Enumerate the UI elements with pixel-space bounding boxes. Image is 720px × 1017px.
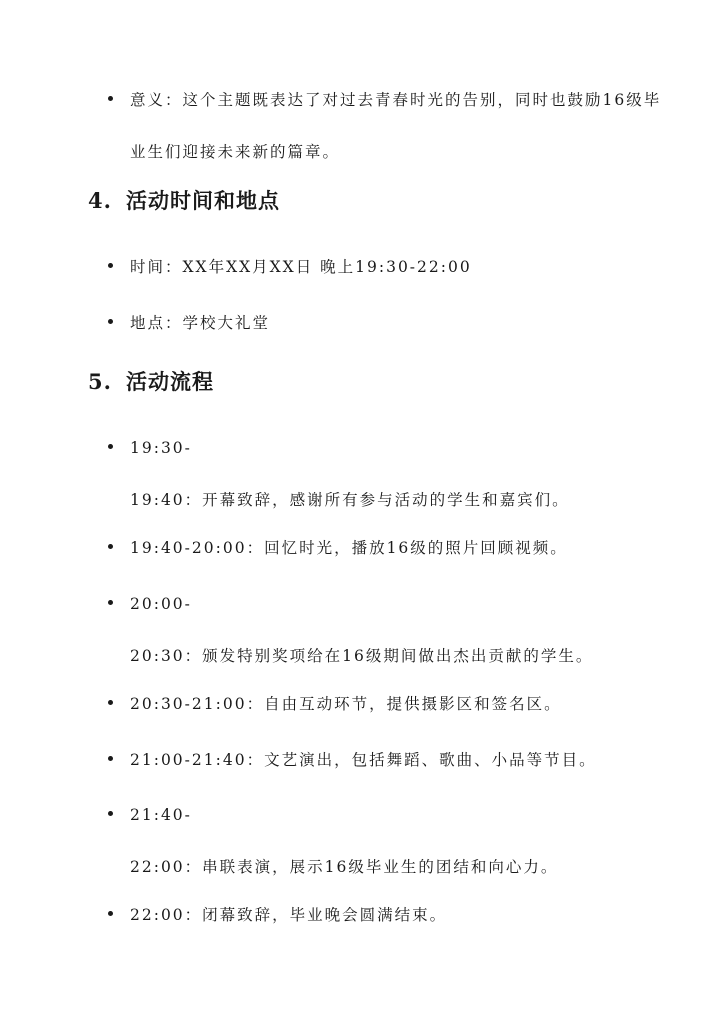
list-item-text: 21:00-21:40：文艺演出，包括舞蹈、歌曲、小品等节目。	[130, 751, 597, 769]
list-item-schedule	[108, 789, 668, 893]
list-item-schedule	[108, 734, 668, 786]
list-item-text: 20:00- 20:30：颁发特别奖项给在16级期间做出杰出贡献的学生。	[130, 595, 594, 665]
bullet-icon	[108, 600, 113, 605]
list-item-time	[108, 241, 668, 293]
section-title: 活动流程	[126, 369, 214, 394]
bullet-icon	[108, 263, 113, 268]
bullet-icon	[108, 544, 113, 549]
list-item-schedule	[108, 422, 668, 526]
section-heading-time-place	[88, 185, 280, 217]
list-item-text: 19:40-20:00：回忆时光，播放16级的照片回顾视频。	[130, 539, 568, 557]
bullet-icon	[108, 911, 113, 916]
list-item-text: 意义：这个主题既表达了对过去青春时光的告别，同时也鼓励16级毕业生们迎接未来新的篇章。	[130, 91, 662, 161]
section-number: 4.	[88, 188, 112, 213]
list-item-text: 时间：XX年XX月XX日 晚上19:30-22:00	[130, 258, 472, 276]
list-item-text: 22:00：闭幕致辞，毕业晚会圆满结束。	[130, 906, 448, 924]
list-item-schedule	[108, 678, 668, 730]
bullet-icon	[108, 319, 113, 324]
section-title: 活动时间和地点	[126, 188, 280, 213]
section-heading-schedule	[88, 366, 214, 398]
bullet-icon	[108, 96, 113, 101]
list-item-schedule	[108, 889, 668, 941]
list-item-text: 21:40- 22:00：串联表演，展示16级毕业生的团结和向心力。	[130, 806, 559, 876]
bullet-icon	[108, 444, 113, 449]
bullet-icon	[108, 756, 113, 761]
list-item-text: 地点：学校大礼堂	[130, 314, 271, 332]
list-item-meaning	[108, 74, 668, 178]
bullet-icon	[108, 700, 113, 705]
list-item-schedule	[108, 522, 668, 574]
list-item-text: 19:30- 19:40：开幕致辞，感谢所有参与活动的学生和嘉宾们。	[130, 439, 570, 509]
list-item-schedule	[108, 578, 668, 682]
list-item-text: 20:30-21:00：自由互动环节，提供摄影区和签名区。	[130, 695, 562, 713]
bullet-icon	[108, 811, 113, 816]
list-item-place	[108, 297, 668, 349]
section-number: 5.	[88, 369, 112, 394]
